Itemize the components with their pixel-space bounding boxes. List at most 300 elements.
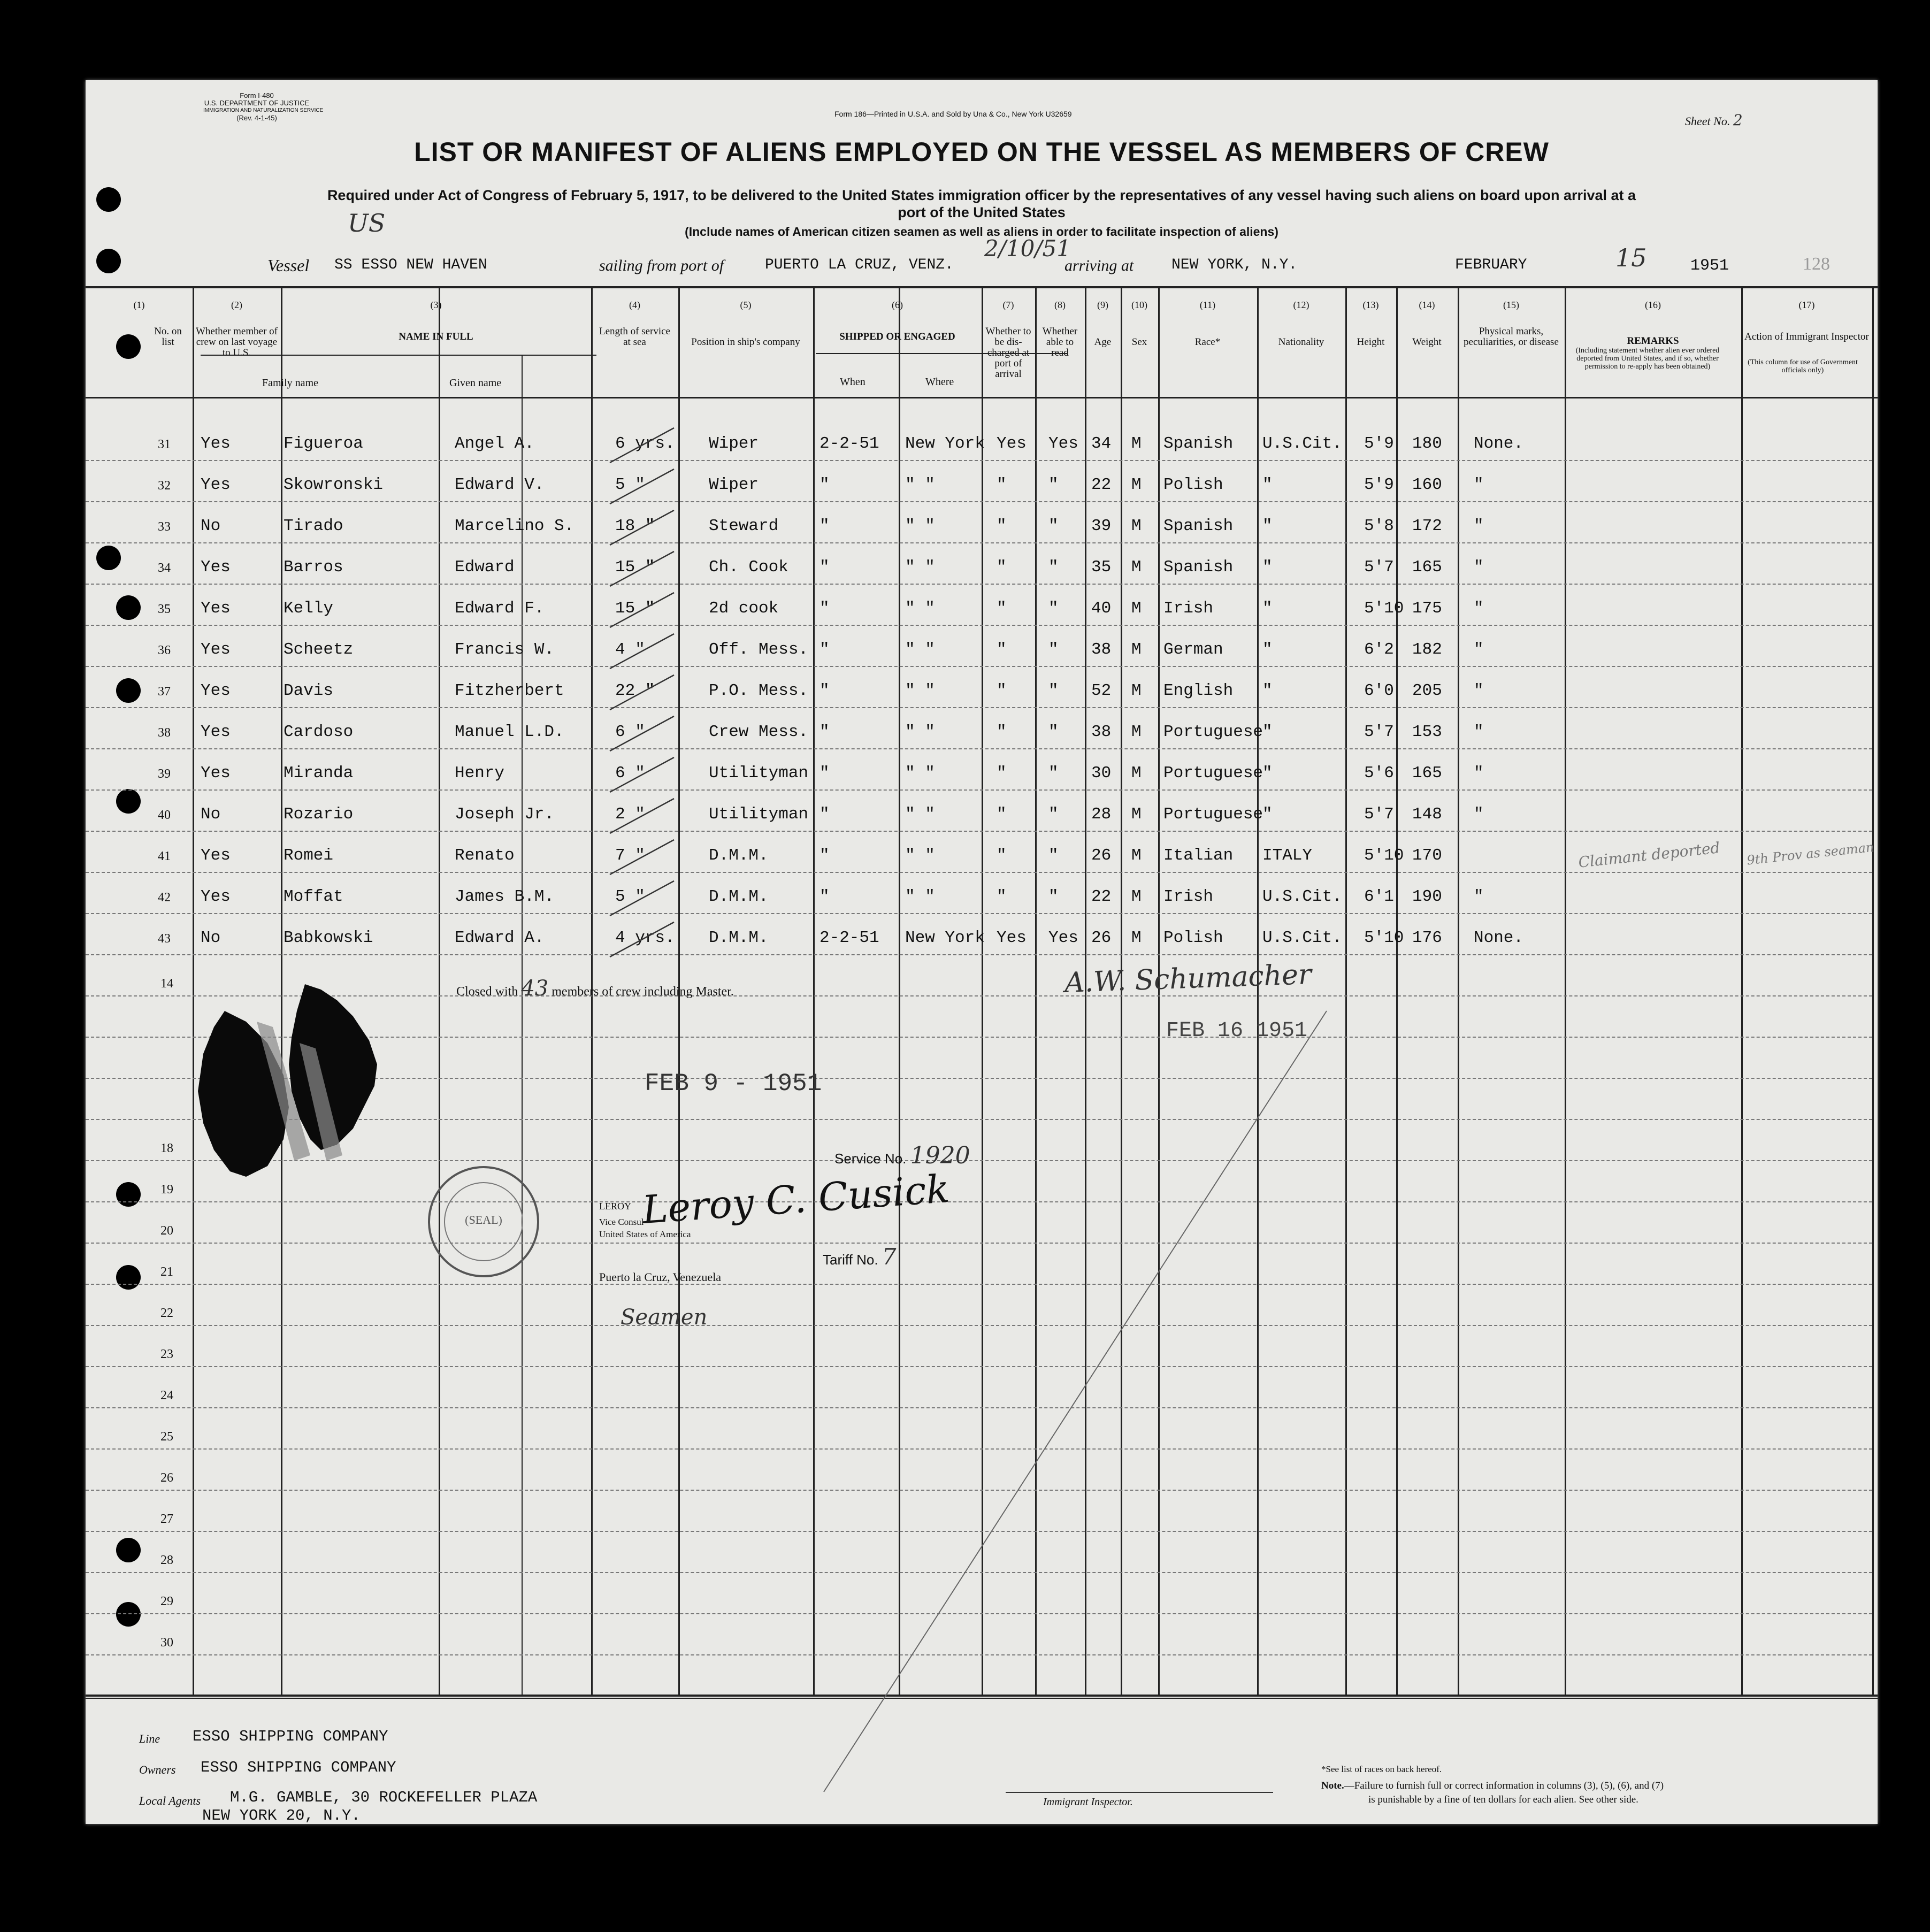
cell-where: " " xyxy=(905,558,935,577)
cell-given: Edward F. xyxy=(455,599,545,618)
cell-read: " xyxy=(1048,764,1059,783)
cell-when: " xyxy=(820,846,830,865)
ink-marks xyxy=(86,80,1878,1824)
cell-when: 2-2-51 xyxy=(820,929,879,947)
cell-read: " xyxy=(1048,723,1059,741)
cell-sex: M xyxy=(1131,723,1142,741)
arrival-month: FEBRUARY xyxy=(1455,257,1527,273)
cell-where: " " xyxy=(905,681,935,700)
vessel-label: Vessel xyxy=(267,256,310,275)
cell-given: Francis W. xyxy=(455,640,555,659)
note-label: Note. xyxy=(1321,1780,1344,1791)
cell-given: Marcelino S. xyxy=(455,517,575,535)
consul-title: Vice Consul xyxy=(599,1217,644,1227)
column-number: (13) xyxy=(1362,300,1379,310)
cell-service: 7 " xyxy=(615,846,645,865)
cell-no: 39 xyxy=(158,767,171,781)
cell-race: Irish xyxy=(1163,887,1214,906)
column-header: Whether member of crew on last voyage to U.S. xyxy=(196,326,278,358)
cell-age: 40 xyxy=(1091,599,1112,618)
cell-age: 34 xyxy=(1091,434,1112,453)
cell-disch: " xyxy=(997,476,1007,494)
column-header: Sex xyxy=(1131,336,1147,348)
cell-service: 5 " xyxy=(615,887,645,906)
column-header: Race* xyxy=(1194,336,1221,348)
cell-when: " xyxy=(820,558,830,577)
sailing-label: sailing from port of xyxy=(599,257,724,274)
stamp-number: 128 xyxy=(1803,254,1830,274)
cell-no: 35 xyxy=(158,602,171,616)
cell-service: 5 " xyxy=(615,476,645,494)
cell-position: P.O. Mess. xyxy=(709,681,809,700)
revision: (Rev. 4-1-45) xyxy=(236,114,277,122)
cell-position: Wiper xyxy=(709,476,759,494)
agents-line-2: NEW YORK 20, N.Y. xyxy=(202,1807,361,1824)
cell-disch: " xyxy=(997,723,1007,741)
column-number: (9) xyxy=(1097,300,1108,310)
row-number: 19 xyxy=(160,1183,173,1197)
cell-position: D.M.M. xyxy=(709,929,769,947)
cell-last: Yes xyxy=(201,846,231,865)
owners-label: Owners xyxy=(139,1763,176,1776)
given-name-header: Given name xyxy=(449,377,502,389)
cell-last: Yes xyxy=(201,476,231,494)
cell-read: Yes xyxy=(1048,434,1078,453)
cell-given: Edward A. xyxy=(455,929,545,947)
manifest-title: LIST OR MANIFEST OF ALIENS EMPLOYED ON THE VESSEL AS MEMBERS OF CREW xyxy=(414,137,1549,167)
cell-service: 22 " xyxy=(615,681,655,700)
cell-read: " xyxy=(1048,887,1059,906)
cell-nat: " xyxy=(1262,805,1273,824)
cell-race: Spanish xyxy=(1163,434,1234,453)
cell-where: " " xyxy=(905,846,935,865)
cell-read: " xyxy=(1048,846,1059,865)
cell-family: Skowronski xyxy=(284,476,384,494)
fine-note-2: is punishable by a fine of ten dollars for each alien. See other side. xyxy=(1368,1794,1638,1805)
consul-country: United States of America xyxy=(599,1229,691,1239)
slash-mark xyxy=(610,799,674,833)
cell-nat: ITALY xyxy=(1262,846,1313,865)
cell-position: Utilityman xyxy=(709,805,809,824)
column-number: (14) xyxy=(1419,300,1435,310)
cell-action: 9th Prov as seaman xyxy=(1746,839,1875,868)
cell-disch: " xyxy=(997,764,1007,783)
row-number: 29 xyxy=(160,1594,173,1608)
column-number: (11) xyxy=(1199,300,1216,310)
cell-last: Yes xyxy=(201,599,231,618)
column-header: NAME IN FULL xyxy=(399,331,473,342)
cell-weight: 160 xyxy=(1412,476,1442,494)
cell-read: " xyxy=(1048,558,1059,577)
cell-sex: M xyxy=(1131,476,1142,494)
cell-nat: U.S.Cit. xyxy=(1262,434,1342,453)
cell-no: 34 xyxy=(158,561,171,575)
cell-given: Edward xyxy=(455,558,515,577)
cell-sex: M xyxy=(1131,887,1142,906)
cell-weight: 182 xyxy=(1412,640,1442,659)
cell-nat: " xyxy=(1262,476,1273,494)
slash-mark xyxy=(610,716,674,751)
cell-weight: 153 xyxy=(1412,723,1442,741)
cell-no: 36 xyxy=(158,643,171,657)
cell-position: Ch. Cook xyxy=(709,558,788,577)
cell-marks: " xyxy=(1474,599,1484,618)
cell-sex: M xyxy=(1131,517,1142,535)
cell-race: German xyxy=(1163,640,1223,659)
cell-position: Off. Mess. xyxy=(709,640,809,659)
cell-height: 6'0 xyxy=(1364,681,1394,700)
line-value: ESSO SHIPPING COMPANY xyxy=(193,1728,388,1745)
cell-when: " xyxy=(820,887,830,906)
slash-mark xyxy=(610,510,674,545)
cell-service: 15 " xyxy=(615,599,655,618)
cell-position: Wiper xyxy=(709,434,759,453)
cell-family: Miranda xyxy=(284,764,354,783)
cell-marks: " xyxy=(1474,558,1484,577)
column-number: (17) xyxy=(1798,300,1815,310)
cell-nat: " xyxy=(1262,558,1273,577)
cell-no: 33 xyxy=(158,520,171,534)
cell-age: 30 xyxy=(1091,764,1112,783)
slash-mark xyxy=(610,757,674,792)
cell-weight: 165 xyxy=(1412,764,1442,783)
closed-members-label: members of crew including Master. xyxy=(552,985,734,999)
column-header: Height xyxy=(1357,336,1385,348)
cell-disch: Yes xyxy=(997,929,1027,947)
cell-when: " xyxy=(820,681,830,700)
form-number: Form I-480 xyxy=(240,91,274,99)
cell-read: " xyxy=(1048,599,1059,618)
tariff-no-label: Tariff No. xyxy=(823,1252,878,1268)
cell-age: 26 xyxy=(1091,846,1112,865)
classification: Seamen xyxy=(621,1305,708,1330)
slash-mark xyxy=(610,593,674,627)
when-header: When xyxy=(840,376,866,388)
agents-label: Local Agents xyxy=(139,1794,201,1807)
cell-family: Babkowski xyxy=(284,929,373,947)
cell-disch: " xyxy=(997,681,1007,700)
column-number: (2) xyxy=(231,300,242,310)
column-header: No. on list xyxy=(154,326,182,348)
cell-weight: 148 xyxy=(1412,805,1442,824)
row-number: 14 xyxy=(160,977,173,991)
slash-mark xyxy=(610,840,674,875)
cell-marks: " xyxy=(1474,681,1484,700)
arrival-port: NEW YORK, N.Y. xyxy=(1171,257,1298,273)
cell-disch: " xyxy=(997,558,1007,577)
cell-marks: " xyxy=(1474,723,1484,741)
sheet-label: Sheet No. xyxy=(1685,114,1730,128)
cell-weight: 175 xyxy=(1412,599,1442,618)
owners-value: ESSO SHIPPING COMPANY xyxy=(201,1759,396,1776)
cell-service: 15 " xyxy=(615,558,655,577)
manifest-sheet xyxy=(86,80,1878,1824)
cell-position: D.M.M. xyxy=(709,846,769,865)
cell-last: No xyxy=(201,929,221,947)
column-number: (1) xyxy=(133,300,145,310)
cell-last: No xyxy=(201,805,221,824)
column-number: (10) xyxy=(1131,300,1147,310)
department: U.S. DEPARTMENT OF JUSTICE xyxy=(204,99,310,107)
cell-height: 5'9 xyxy=(1364,476,1394,494)
subtitle-1: Required under Act of Congress of February 5, 1917, to be delivered to the United States immigration officer by the representatives of any vessel having such aliens on board upon arrival at a xyxy=(327,187,1636,203)
cell-race: Italian xyxy=(1163,846,1234,865)
cell-where: " " xyxy=(905,723,935,741)
row-number: 27 xyxy=(160,1512,173,1526)
column-header: REMARKS xyxy=(1627,335,1679,347)
cell-race: Irish xyxy=(1163,599,1214,618)
cell-race: Spanish xyxy=(1163,517,1234,535)
cell-disch: " xyxy=(997,887,1007,906)
cell-where: " " xyxy=(905,805,935,824)
column-header: Nationality xyxy=(1278,336,1324,348)
cell-read: " xyxy=(1048,805,1059,824)
cell-no: 38 xyxy=(158,726,171,740)
received-date-stamp: FEB 16 1951 xyxy=(1166,1019,1308,1043)
column-number: (7) xyxy=(1002,300,1014,310)
cell-where: " " xyxy=(905,887,935,906)
cell-remarks: Claimant deported xyxy=(1577,839,1721,871)
service-no-value: 1920 xyxy=(910,1142,970,1169)
vessel-name: SS ESSO NEW HAVEN xyxy=(334,257,487,273)
cell-height: 6'1 xyxy=(1364,887,1394,906)
column-number: (8) xyxy=(1054,300,1066,310)
cell-nat: " xyxy=(1262,764,1273,783)
subtitle-2: port of the United States xyxy=(898,204,1066,220)
cell-read: " xyxy=(1048,681,1059,700)
column-number: (16) xyxy=(1645,300,1661,310)
arrival-day: 15 xyxy=(1615,243,1647,272)
row-number: 26 xyxy=(160,1471,173,1485)
cell-race: English xyxy=(1163,681,1234,700)
sailing-port: PUERTO LA CRUZ, VENZ. xyxy=(765,257,954,273)
cell-when: " xyxy=(820,723,830,741)
arriving-label: arriving at xyxy=(1064,257,1134,274)
cell-height: 5'7 xyxy=(1364,723,1394,741)
cell-when: " xyxy=(820,476,830,494)
cell-when: " xyxy=(820,805,830,824)
cell-when: 2-2-51 xyxy=(820,434,879,453)
cell-given: Renato xyxy=(455,846,515,865)
cell-no: 37 xyxy=(158,685,171,699)
cell-when: " xyxy=(820,764,830,783)
cell-given: Henry xyxy=(455,764,505,783)
cell-read: Yes xyxy=(1048,929,1078,947)
column-number: (3) xyxy=(430,300,442,310)
family-name-header: Family name xyxy=(262,377,318,389)
cell-nat: " xyxy=(1262,517,1273,535)
cell-age: 35 xyxy=(1091,558,1112,577)
cell-service: 2 " xyxy=(615,805,645,824)
cell-nat: " xyxy=(1262,599,1273,618)
column-header: Physical marks, peculiarities, or disease xyxy=(1464,326,1559,348)
cell-last: Yes xyxy=(201,434,231,453)
service-slashes xyxy=(610,428,674,957)
row-number: 30 xyxy=(160,1636,173,1650)
row-number: 22 xyxy=(160,1306,173,1320)
cell-service: 4 " xyxy=(615,640,645,659)
cell-position: 2d cook xyxy=(709,599,779,618)
cell-family: Cardoso xyxy=(284,723,354,741)
cell-disch: " xyxy=(997,846,1007,865)
cell-disch: Yes xyxy=(997,434,1027,453)
cell-given: Edward V. xyxy=(455,476,545,494)
cell-when: " xyxy=(820,517,830,535)
cell-last: Yes xyxy=(201,887,231,906)
column-number: (15) xyxy=(1503,300,1519,310)
cell-where: " " xyxy=(905,640,935,659)
cell-family: Barros xyxy=(284,558,343,577)
column-header: Action of Immigrant Inspector xyxy=(1744,331,1869,342)
consul-post: Puerto la Cruz, Venezuela xyxy=(599,1270,722,1284)
cell-height: 5'6 xyxy=(1364,764,1394,783)
cell-race: Portuguese xyxy=(1163,805,1263,824)
cell-sex: M xyxy=(1131,434,1142,453)
cell-last: Yes xyxy=(201,723,231,741)
cell-no: 40 xyxy=(158,808,171,822)
cell-height: 5'10 xyxy=(1364,929,1404,947)
cell-family: Scheetz xyxy=(284,640,354,659)
cell-position: Utilityman xyxy=(709,764,809,783)
inspector-label: Immigrant Inspector. xyxy=(1043,1796,1133,1808)
slash-mark xyxy=(610,634,674,669)
cell-height: 5'9 xyxy=(1364,434,1394,453)
cell-no: 31 xyxy=(158,438,171,451)
cell-read: " xyxy=(1048,476,1059,494)
cell-marks: " xyxy=(1474,764,1484,783)
cell-where: " " xyxy=(905,764,935,783)
action-note: (This column for use of Government officials only) xyxy=(1748,358,1858,374)
cell-last: Yes xyxy=(201,558,231,577)
slash-mark xyxy=(610,551,674,586)
cell-sex: M xyxy=(1131,764,1142,783)
cell-last: Yes xyxy=(201,681,231,700)
column-header: Length of service at sea xyxy=(599,326,670,348)
slash-mark xyxy=(610,922,674,957)
closed-with-label: Closed with xyxy=(456,985,518,999)
printer-line: Form 186—Printed in U.S.A. and Sold by Una & Co., New York U32659 xyxy=(834,110,1072,118)
cell-where: " " xyxy=(905,476,935,494)
cell-race: Polish xyxy=(1163,929,1223,947)
cell-weight: 170 xyxy=(1412,846,1442,865)
cell-nat: U.S.Cit. xyxy=(1262,887,1342,906)
cell-height: 5'10 xyxy=(1364,846,1404,865)
cell-given: James B.M. xyxy=(455,887,555,906)
column-number: (5) xyxy=(740,300,752,310)
cell-family: Davis xyxy=(284,681,334,700)
cell-height: 5'7 xyxy=(1364,805,1394,824)
cell-sex: M xyxy=(1131,681,1142,700)
cell-height: 5'8 xyxy=(1364,517,1394,535)
consul-date-stamp: FEB 9 - 1951 xyxy=(645,1070,822,1098)
cell-marks: " xyxy=(1474,805,1484,824)
column-header: Whether able to read xyxy=(1042,326,1078,358)
cell-where: " " xyxy=(905,517,935,535)
cell-marks: " xyxy=(1474,640,1484,659)
cell-sex: M xyxy=(1131,640,1142,659)
cell-marks: None. xyxy=(1474,929,1524,947)
cell-when: " xyxy=(820,640,830,659)
slash-mark xyxy=(610,469,674,504)
cell-race: Portuguese xyxy=(1163,764,1263,783)
cell-marks: " xyxy=(1474,887,1484,906)
cell-read: " xyxy=(1048,640,1059,659)
cell-position: D.M.M. xyxy=(709,887,769,906)
cell-weight: 165 xyxy=(1412,558,1442,577)
cell-age: 38 xyxy=(1091,640,1112,659)
cell-disch: " xyxy=(997,599,1007,618)
column-number: (6) xyxy=(892,300,903,310)
cell-weight: 176 xyxy=(1412,929,1442,947)
row-number: 20 xyxy=(160,1224,173,1238)
consul-name: LEROY xyxy=(599,1201,631,1212)
cell-age: 52 xyxy=(1091,681,1112,700)
cell-race: Spanish xyxy=(1163,558,1234,577)
cell-service: 6 yrs. xyxy=(615,434,675,453)
cell-position: Crew Mess. xyxy=(709,723,809,741)
cell-family: Figueroa xyxy=(284,434,363,453)
cell-weight: 172 xyxy=(1412,517,1442,535)
cell-disch: " xyxy=(997,640,1007,659)
consul-signature: Leroy C. Cusick xyxy=(640,1166,951,1232)
tariff-no-value: 7 xyxy=(882,1244,897,1270)
cell-service: 6 " xyxy=(615,723,645,741)
cell-race: Portuguese xyxy=(1163,723,1263,741)
subtitle-3: (Include names of American citizen seamen as well as aliens in order to facilitate inspection of aliens) xyxy=(685,225,1278,239)
column-header: Whether to be dis-charged at port of arrival xyxy=(985,326,1031,380)
cell-height: 5'10 xyxy=(1364,599,1404,618)
cell-service: 6 " xyxy=(615,764,645,783)
cell-family: Moffat xyxy=(284,887,343,906)
cell-weight: 180 xyxy=(1412,434,1442,453)
cell-age: 22 xyxy=(1091,887,1112,906)
cell-service: 4 yrs. xyxy=(615,929,675,947)
service-name: IMMIGRATION AND NATURALIZATION SERVICE xyxy=(203,108,324,113)
us-mark: US xyxy=(348,209,386,237)
race-note: *See list of races on back hereof. xyxy=(1321,1764,1442,1774)
column-number: (4) xyxy=(629,300,640,310)
column-header: SHIPPED OR ENGAGED xyxy=(839,331,955,342)
slash-mark xyxy=(610,881,674,916)
cell-where: New York xyxy=(905,434,985,453)
cell-last: Yes xyxy=(201,764,231,783)
column-header: Age xyxy=(1094,336,1112,348)
row-number: 23 xyxy=(160,1347,173,1361)
note-text-1: —Failure to furnish full or correct information in columns (3), (5), (6), and (7) xyxy=(1344,1780,1664,1791)
slash-mark xyxy=(610,428,674,463)
cell-given: Angel A. xyxy=(455,434,534,453)
cell-no: 32 xyxy=(158,479,171,493)
cell-sex: M xyxy=(1131,558,1142,577)
cell-family: Kelly xyxy=(284,599,334,618)
cell-age: 39 xyxy=(1091,517,1112,535)
cell-nat: " xyxy=(1262,640,1273,659)
cell-family: Tirado xyxy=(284,517,343,535)
cell-marks: " xyxy=(1474,517,1484,535)
cell-family: Rozario xyxy=(284,805,354,824)
cell-sex: M xyxy=(1131,929,1142,947)
cell-given: Manuel L.D. xyxy=(455,723,564,741)
cell-nat: " xyxy=(1262,723,1273,741)
cell-marks: " xyxy=(1474,476,1484,494)
service-no-label: Service No. xyxy=(834,1151,907,1167)
cell-age: 28 xyxy=(1091,805,1112,824)
column-header: Position in ship's company xyxy=(691,336,800,348)
cell-where: New York xyxy=(905,929,985,947)
seal-text: (SEAL) xyxy=(465,1213,502,1226)
sailing-date: 2/10/51 xyxy=(984,235,1071,262)
cell-disch: " xyxy=(997,805,1007,824)
